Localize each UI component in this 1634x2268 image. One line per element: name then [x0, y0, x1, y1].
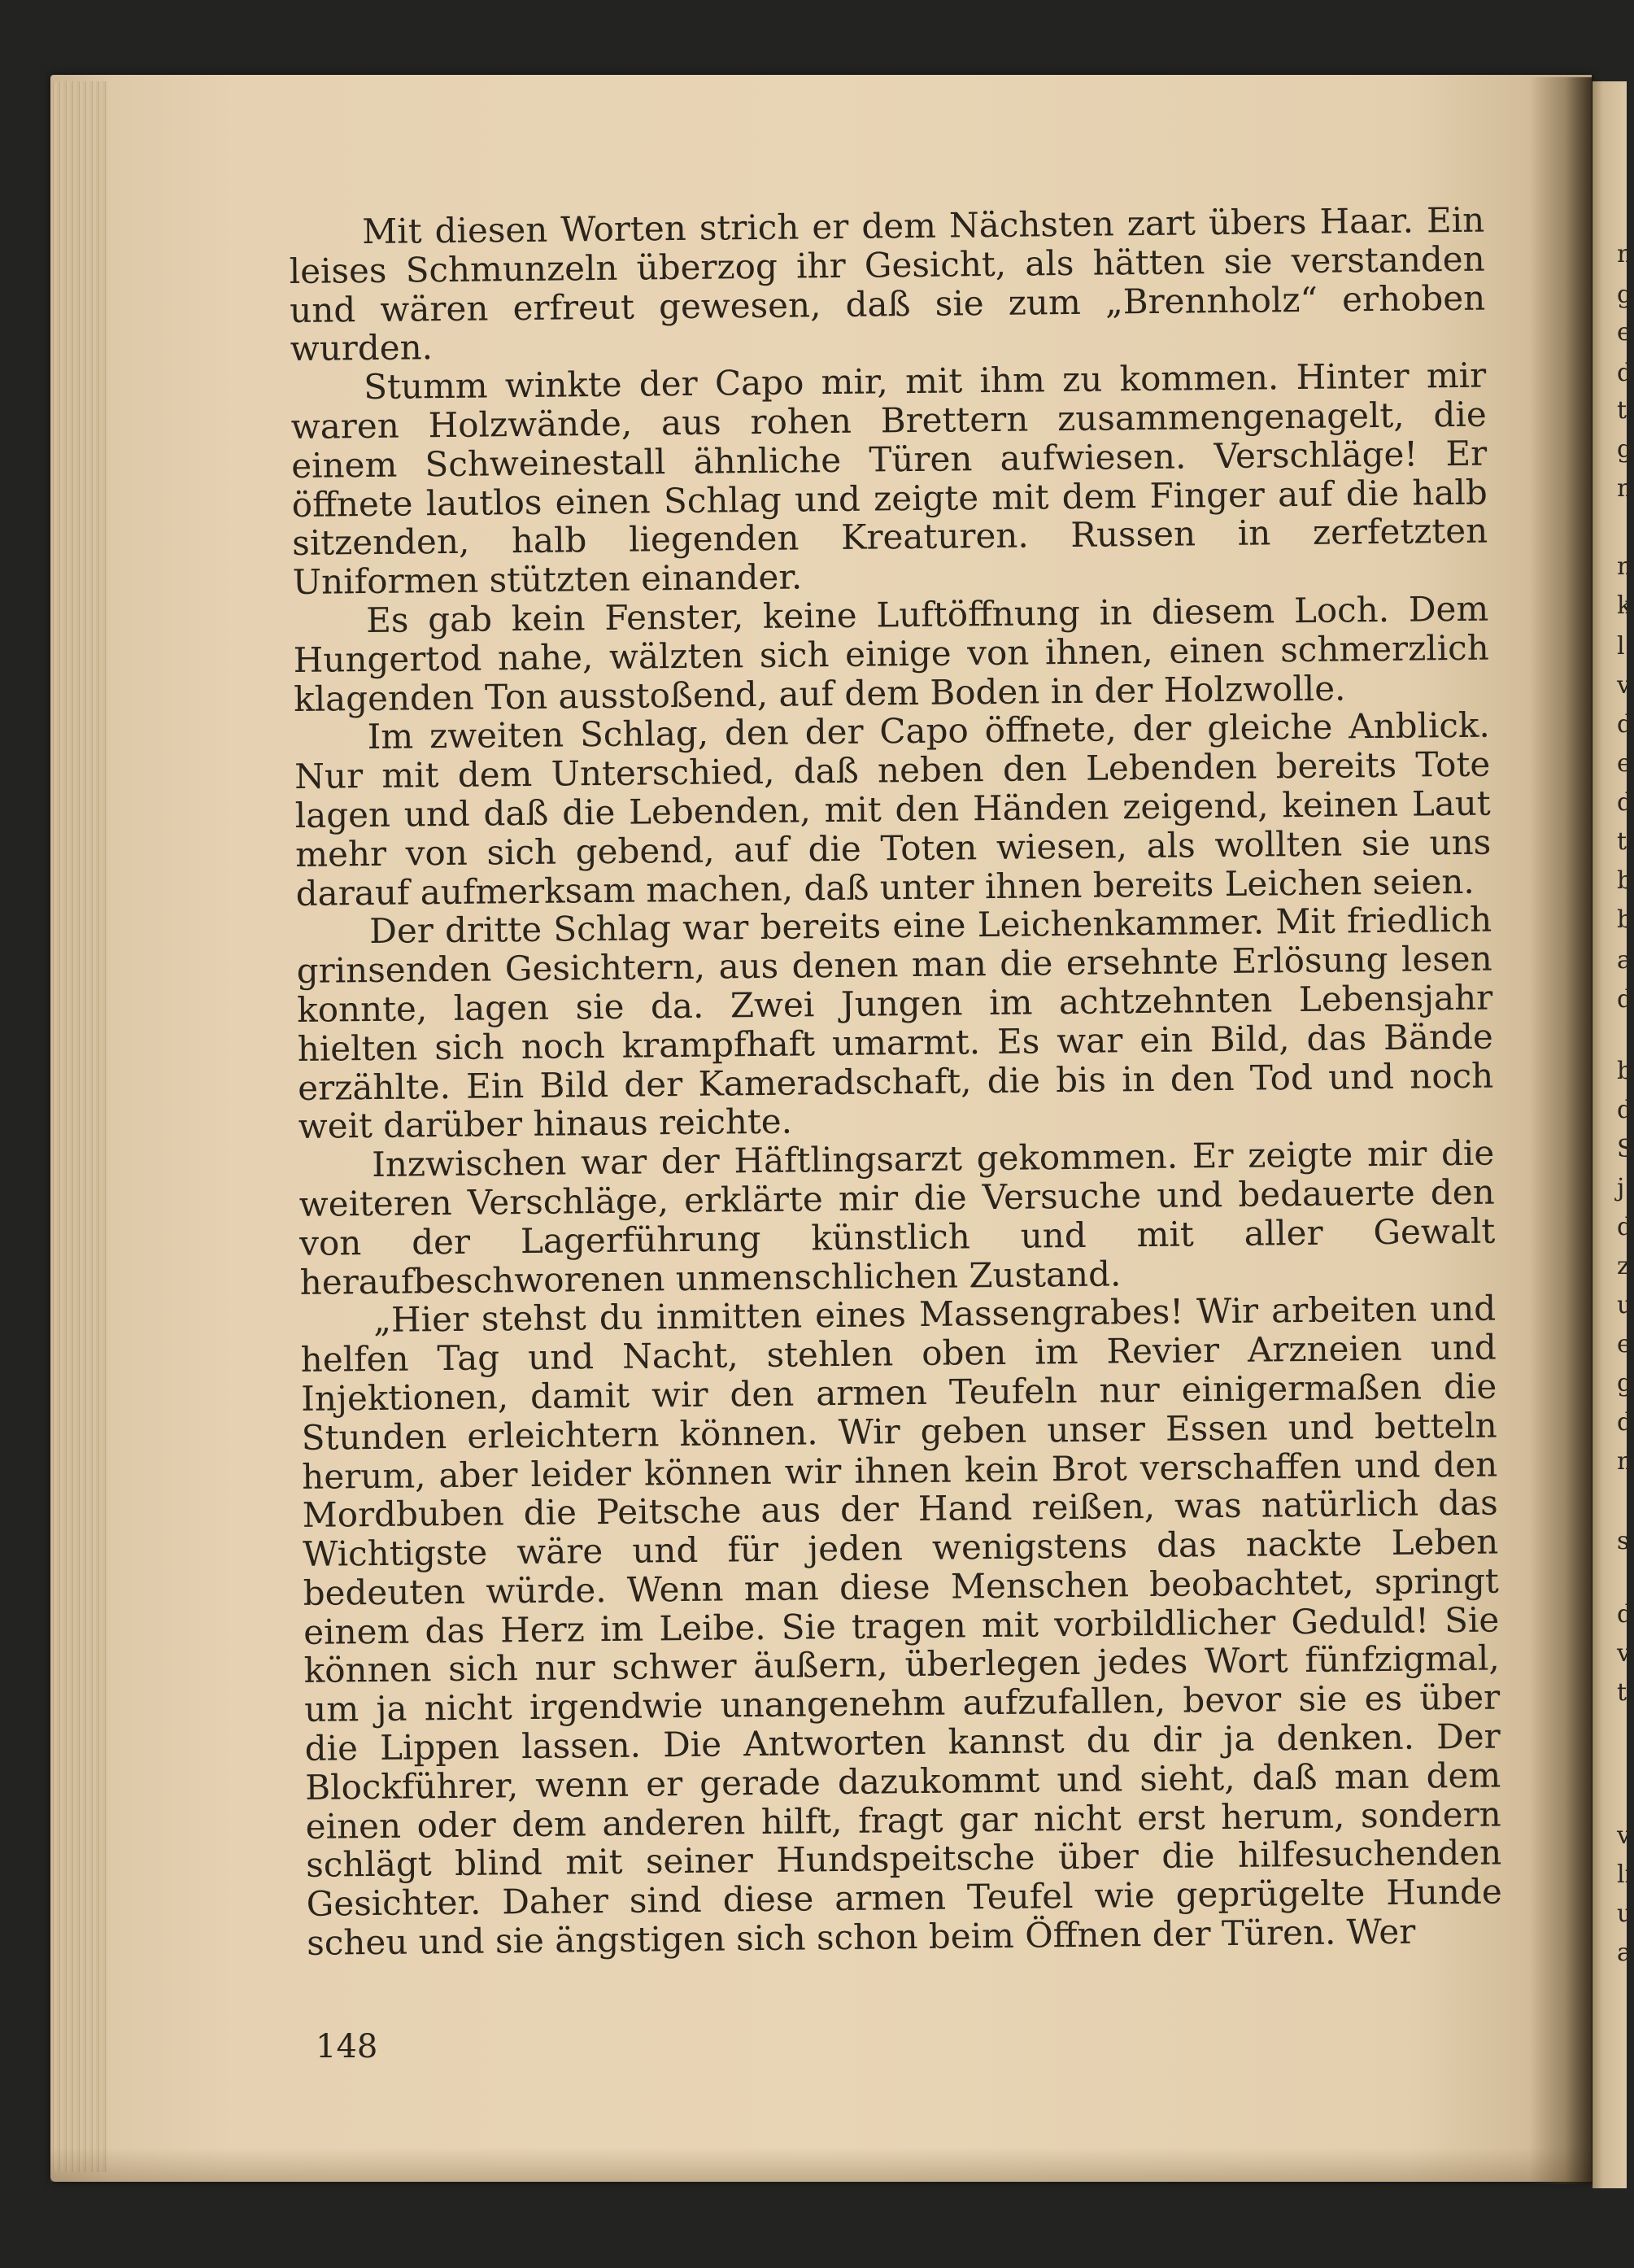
paragraph: Der dritte Schlag war bereits eine Leichenkammer. Mit friedlich grinsenden Gesichtern, aus denen man die ersehnte Erlösung lesen konnte, lagen sie da. Zwei Jungen im achtzehnten Lebensjahr hielten sich noch krampfhaft umarmt. Es war ein Bild, das Bände erzählte. Ein Bild der Kameradschaft, die bis in den Tod und noch weit darüber hinaus reichte.: [296, 899, 1494, 1147]
facing-page-fragment: g: [1617, 281, 1633, 309]
page-number: 148: [316, 2028, 378, 2065]
facing-page-fragment: d: [1617, 1600, 1633, 1629]
page-bottom-edge: [50, 2148, 1592, 2182]
facing-page-fragment: n: [1617, 240, 1633, 268]
facing-page-fragment: g: [1617, 435, 1633, 464]
facing-page-fragment: t: [1617, 396, 1627, 425]
facing-page-fragment: li: [1617, 1860, 1633, 1889]
facing-page-fragment: d: [1617, 359, 1633, 387]
facing-page-fragment: s: [1617, 1527, 1630, 1555]
facing-page-fragment: l: [1617, 632, 1625, 661]
facing-page-fragment: e: [1617, 1330, 1632, 1359]
facing-page-fragment: n: [1617, 552, 1633, 581]
facing-page-fragment: n: [1617, 474, 1633, 503]
facing-page-fragment: t: [1617, 827, 1627, 856]
facing-page-fragment: d: [1617, 1213, 1633, 1241]
facing-page-fragment: v: [1617, 1639, 1631, 1668]
facing-page-fragment: S: [1617, 1135, 1634, 1163]
facing-page-fragment: d: [1617, 985, 1633, 1014]
facing-page-fragment: u: [1617, 1899, 1633, 1928]
facing-page-fragment: b: [1617, 905, 1633, 934]
paragraph: Mit diesen Worten strich er dem Nächsten zart übers Haar. Ein leises Schmunzeln überzog ihr Gesicht, als hätten sie verstanden und wären erfreut gewesen, daß sie zum „Brennholz“ erhoben wurden.: [289, 199, 1486, 369]
facing-page-fragment: d: [1617, 1408, 1633, 1437]
paragraph: Inzwischen war der Häftlingsarzt gekommen. Er zeigte mir die weiteren Verschläge, erklärte mir die Versuche und bedauerte den von der Lagerführung künstlich und mit aller Gewalt heraufbeschworenen unmenschlichen Zustand.: [298, 1132, 1496, 1302]
body-text: [289, 201, 1502, 1963]
facing-page-fragment: u: [1617, 1291, 1633, 1319]
facing-page-fragment: n: [1617, 1447, 1633, 1476]
page-edges: [50, 81, 107, 2172]
facing-page-fragment: z: [1617, 1252, 1630, 1280]
paragraph: Es gab kein Fenster, keine Luftöffnung in diesem Loch. Dem Hungertod nahe, wälzten sich einige von ihnen, einen schmerzlich klagenden Ton ausstoßend, auf dem Boden in der Holzwolle.: [293, 588, 1489, 719]
paragraph: Im zweiten Schlag, den der Capo öffnete, der gleiche Anblick. Nur mit dem Unterschied, daß neben den Lebenden bereits Tote lagen und daß die Lebenden, mit den Händen zeigend, keinen Laut mehr von sich gebend, auf die Toten wiesen, als wollten sie uns darauf aufmerksam machen, daß unter ihnen bereits Leichen seien.: [294, 704, 1492, 914]
paragraph: „Hier stehst du inmitten eines Massengrabes! Wir arbeiten und helfen Tag und Nacht, stehlen oben im Revier Arzneien und Injektionen, damit wir den armen Teufeln nur einigermaßen die Stunden erleichtern können. Wir geben unser Essen und betteln herum, aber leider können wir ihnen kein Brot verschaffen und den Mordbuben die Peitsche aus der Hand reißen, was natürlich das Wichtigste wäre und für jeden wenigstens das nackte Leben bedeuten würde. Wenn man diese Menschen beobachtet, springt einem das Herz im Leibe. Sie tragen mit vorbildlicher Geduld! Sie können sich nur schwer äußern, überlegen jedes Wort fünfzigmal, um ja nicht irgendwie unangenehm aufzufallen, bevor sie es über die Lippen lassen. Die Antworten kannst du dir ja denken. Der Blockführer, wenn er gerade dazukommt und sieht, daß man dem einen oder dem anderen hilft, fragt gar nicht erst herum, sondern schlägt blind mit seiner Hundspeitsche über die hilfesuchenden Gesichter. Daher sind diese armen Teufel wie geprügelte Hunde scheu und sie ängstigen sich schon beim Öffnen der Türen. Wer: [300, 1288, 1502, 1963]
facing-page-fragment: b: [1617, 1057, 1633, 1085]
facing-page-fragment: a: [1617, 946, 1632, 975]
facing-page-fragment: e: [1617, 749, 1632, 778]
facing-page-fragment: v: [1617, 671, 1631, 700]
facing-page-fragment: k: [1617, 591, 1632, 620]
facing-page-fragment: g: [1617, 1369, 1633, 1398]
facing-page-fragment: d: [1617, 710, 1633, 739]
facing-page-fragment: b: [1617, 866, 1633, 895]
facing-page-fragment: j: [1617, 1174, 1625, 1202]
book-gutter: [1529, 77, 1594, 2184]
facing-page-fragment: d: [1617, 1096, 1633, 1124]
facing-page-fragment: e: [1617, 318, 1632, 347]
facing-page-fragment: a: [1617, 1939, 1632, 1967]
facing-page-fragment: v: [1617, 1821, 1631, 1850]
paragraph: Stumm winkte der Capo mir, mit ihm zu kommen. Hinter mir waren Holzwände, aus rohen Brettern zusammengenagelt, die einem Schweinestall ähnliche Türen aufwiesen. Verschläge! Er öffnete lautlos einen Schlag und zeigte mit dem Finger auf die halb sitzenden, halb liegenden Kreaturen. Russen in zerfetzten Uniformen stützten einander.: [290, 355, 1488, 603]
facing-page-fragment: t: [1617, 1678, 1627, 1707]
facing-page-fragment: d: [1617, 788, 1633, 817]
facing-page: [1593, 81, 1634, 2188]
